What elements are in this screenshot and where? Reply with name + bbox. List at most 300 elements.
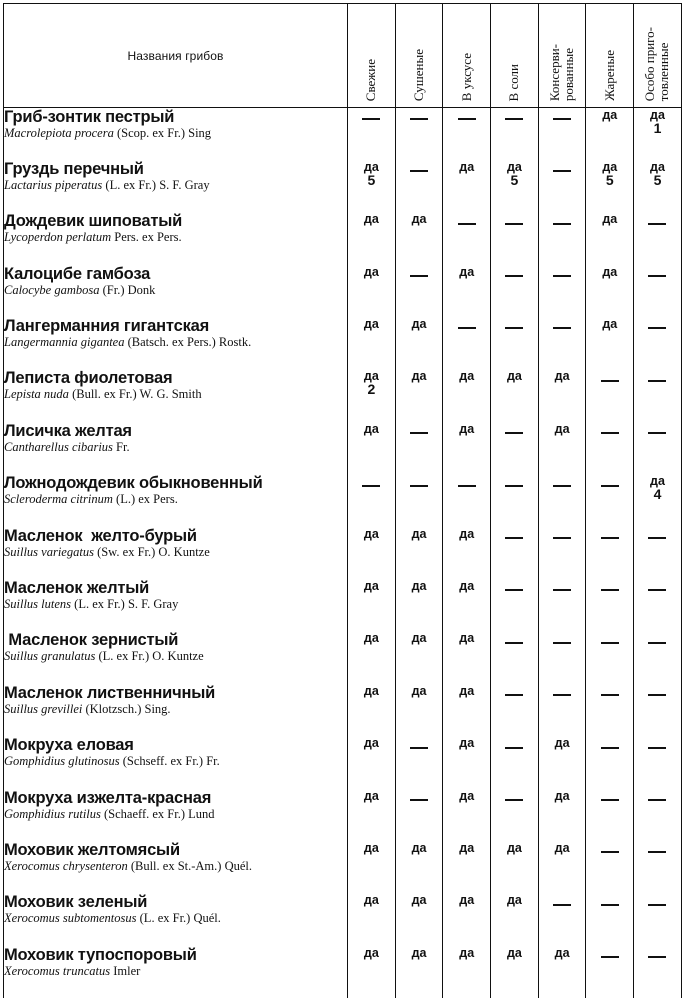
value-text: да xyxy=(411,317,427,332)
latin-name xyxy=(4,807,347,822)
dash-mark xyxy=(505,118,523,120)
dash-mark xyxy=(648,851,666,853)
value-cell xyxy=(443,160,491,212)
footnote-number: 5 xyxy=(367,171,376,188)
dash-mark xyxy=(553,275,571,277)
value-text: да xyxy=(363,317,379,332)
mushroom-name-cell xyxy=(4,946,348,998)
value-text: да xyxy=(459,526,475,541)
value-text: да xyxy=(602,159,618,174)
value-cell xyxy=(491,893,539,945)
value-text: да xyxy=(650,108,665,122)
value-text: да xyxy=(363,212,379,227)
value-text: да xyxy=(411,840,427,855)
dash-mark xyxy=(458,118,476,120)
header-label: Консерви- рованные xyxy=(547,43,577,101)
header-fried xyxy=(586,4,634,108)
dash-mark xyxy=(601,747,619,749)
mushroom-name-cell xyxy=(4,789,348,841)
dash-mark xyxy=(505,223,523,225)
dash-mark xyxy=(648,432,666,434)
dash-mark xyxy=(648,956,666,958)
latin-authority: (Bull. ex Fr.) W. G. Smith xyxy=(68,387,202,402)
russian-name: Мокруха изжелта-красная xyxy=(4,788,212,807)
value-text: да xyxy=(363,631,379,646)
value-text: да xyxy=(506,369,522,384)
value-cell xyxy=(491,108,539,160)
value-text: да xyxy=(459,631,475,646)
value-cell xyxy=(395,369,443,421)
latin-binomial: Gomphidius rutilus xyxy=(4,806,101,821)
value-cell xyxy=(491,631,539,683)
dash-mark xyxy=(458,485,476,487)
value-text: да xyxy=(363,840,379,855)
value-cell xyxy=(395,422,443,474)
value-cell xyxy=(395,736,443,788)
russian-name: Гриб-зонтик пестрый xyxy=(4,108,175,126)
latin-name xyxy=(4,126,347,141)
value-text: да xyxy=(363,264,379,279)
value-cell xyxy=(491,684,539,736)
value-text: да xyxy=(459,579,475,594)
latin-binomial: Lycoperdon perlatum xyxy=(4,230,112,245)
value-cell xyxy=(538,736,586,788)
russian-name: Лисичка желтая xyxy=(4,421,132,440)
latin-binomial: Suillus grevillei xyxy=(4,701,83,716)
value-cell xyxy=(538,946,586,998)
table-row xyxy=(4,579,682,631)
dash-mark xyxy=(601,537,619,539)
value-text: да xyxy=(363,579,379,594)
value-text: да xyxy=(459,893,475,908)
mushroom-name-cell xyxy=(4,527,348,579)
dash-mark xyxy=(648,380,666,382)
value-cell xyxy=(538,684,586,736)
value-cell xyxy=(443,108,491,160)
latin-binomial: Calocybe gambosa xyxy=(4,282,100,297)
mushroom-name-cell xyxy=(4,265,348,317)
latin-binomial: Suillus granulatus xyxy=(4,649,96,664)
value-cell xyxy=(586,789,634,841)
footnote-number: 1 xyxy=(653,120,662,136)
header-salted xyxy=(491,4,539,108)
value-cell xyxy=(348,736,396,788)
dash-mark xyxy=(648,694,666,696)
dash-mark xyxy=(410,170,428,172)
latin-authority: Fr. xyxy=(112,439,130,454)
value-cell xyxy=(634,527,682,579)
table-row xyxy=(4,108,682,160)
latin-authority: (Scop. ex Fr.) Sing xyxy=(113,126,212,140)
value-cell xyxy=(348,265,396,317)
latin-authority: (Fr.) Donk xyxy=(99,282,156,297)
mushroom-name-cell xyxy=(4,474,348,526)
dash-mark xyxy=(410,747,428,749)
value-cell xyxy=(443,369,491,421)
russian-name: Ложнодождевик обыкновенный xyxy=(4,474,263,493)
russian-name: Груздь перечный xyxy=(4,159,144,178)
value-cell xyxy=(491,160,539,212)
value-text: да xyxy=(363,736,379,751)
value-cell xyxy=(348,474,396,526)
latin-authority: Pers. ex Pers. xyxy=(111,230,182,245)
table-row xyxy=(4,212,682,264)
table-body xyxy=(4,108,682,999)
value-cell xyxy=(443,474,491,526)
value-cell xyxy=(538,108,586,160)
table-row xyxy=(4,841,682,893)
mushroom-name-cell xyxy=(4,631,348,683)
value-text: да xyxy=(459,788,475,803)
value-cell xyxy=(491,527,539,579)
value-cell xyxy=(395,789,443,841)
latin-name xyxy=(4,283,347,298)
value-cell xyxy=(634,317,682,369)
latin-binomial: Lepista nuda xyxy=(4,387,69,402)
value-text: да xyxy=(363,893,379,908)
dash-mark xyxy=(553,327,571,329)
header-name: Названия грибов xyxy=(4,4,348,108)
value-text: да xyxy=(554,421,570,436)
table-row xyxy=(4,736,682,788)
dash-mark xyxy=(648,589,666,591)
dash-mark xyxy=(553,904,571,906)
header-canned xyxy=(538,4,586,108)
dash-mark xyxy=(648,799,666,801)
value-cell xyxy=(634,108,682,160)
value-cell xyxy=(395,265,443,317)
dash-mark xyxy=(601,799,619,801)
mushroom-name-cell xyxy=(4,736,348,788)
dash-mark xyxy=(505,327,523,329)
value-cell xyxy=(443,265,491,317)
value-text: да xyxy=(506,159,522,174)
value-cell xyxy=(586,422,634,474)
value-text: да xyxy=(363,683,379,698)
value-text: да xyxy=(459,264,475,279)
latin-authority: (L. ex Fr.) S. F. Gray xyxy=(102,177,210,192)
table-row xyxy=(4,631,682,683)
value-cell xyxy=(443,579,491,631)
russian-name: Масленок лиственничный xyxy=(4,683,216,702)
latin-binomial: Gomphidius glutinosus xyxy=(4,754,120,769)
dash-mark xyxy=(362,485,380,487)
value-text: да xyxy=(363,788,379,803)
dash-mark xyxy=(505,589,523,591)
latin-authority: (L. ex Fr.) S. F. Gray xyxy=(71,597,179,612)
latin-name xyxy=(4,387,347,402)
dash-mark xyxy=(505,275,523,277)
value-cell xyxy=(395,108,443,160)
dash-mark xyxy=(505,485,523,487)
value-text: да xyxy=(411,631,427,646)
dash-mark xyxy=(553,694,571,696)
latin-binomial: Xerocomus chrysenteron xyxy=(4,858,128,873)
value-cell xyxy=(586,317,634,369)
value-cell xyxy=(348,789,396,841)
latin-binomial: Xerocomus subtomentosus xyxy=(4,911,137,926)
dash-mark xyxy=(601,851,619,853)
latin-binomial: Macrolepiota procera xyxy=(4,126,114,140)
value-text: да xyxy=(411,945,427,960)
value-cell xyxy=(538,317,586,369)
header-label: Жареные xyxy=(601,50,617,101)
russian-name: Калоцибе гамбоза xyxy=(4,264,151,283)
dash-mark xyxy=(648,642,666,644)
russian-name: Дождевик шиповатый xyxy=(4,212,183,231)
value-cell xyxy=(491,317,539,369)
latin-name xyxy=(4,597,347,612)
value-cell xyxy=(538,527,586,579)
value-cell xyxy=(491,422,539,474)
header-special xyxy=(634,4,682,108)
dash-mark xyxy=(505,694,523,696)
russian-name: Масленок желтый xyxy=(4,579,150,598)
value-cell xyxy=(634,422,682,474)
value-cell xyxy=(538,631,586,683)
mushroom-name-cell xyxy=(4,108,348,160)
latin-name xyxy=(4,335,347,350)
dash-mark xyxy=(553,642,571,644)
latin-authority: (Klotzsch.) Sing. xyxy=(82,701,171,716)
value-cell xyxy=(395,631,443,683)
dash-mark xyxy=(553,485,571,487)
value-cell xyxy=(538,212,586,264)
dash-mark xyxy=(410,799,428,801)
value-cell xyxy=(586,474,634,526)
value-cell xyxy=(586,527,634,579)
value-cell xyxy=(443,317,491,369)
dash-mark xyxy=(648,537,666,539)
dash-mark xyxy=(410,275,428,277)
latin-binomial: Cantharellus cibarius xyxy=(4,439,113,454)
latin-authority: (Schaeff. ex Fr.) Lund xyxy=(100,806,215,821)
russian-name: Моховик тупоспоровый xyxy=(4,945,197,964)
value-text: да xyxy=(411,579,427,594)
value-cell xyxy=(348,108,396,160)
value-cell xyxy=(634,212,682,264)
table-row xyxy=(4,946,682,998)
table-row xyxy=(4,893,682,945)
value-cell xyxy=(443,789,491,841)
header-fresh xyxy=(348,4,396,108)
mushroom-name-cell xyxy=(4,841,348,893)
value-cell xyxy=(395,527,443,579)
value-text: да xyxy=(459,369,475,384)
value-cell xyxy=(348,893,396,945)
value-cell xyxy=(538,893,586,945)
latin-binomial: Lactarius piperatus xyxy=(4,177,103,192)
table-row xyxy=(4,369,682,421)
value-text: да xyxy=(459,421,475,436)
value-text: да xyxy=(363,369,379,384)
value-cell xyxy=(443,212,491,264)
value-cell xyxy=(586,841,634,893)
value-cell xyxy=(443,527,491,579)
value-cell xyxy=(348,841,396,893)
value-text: да xyxy=(459,683,475,698)
latin-name xyxy=(4,178,347,193)
value-cell xyxy=(491,265,539,317)
value-cell xyxy=(348,527,396,579)
value-cell xyxy=(443,841,491,893)
value-cell xyxy=(348,369,396,421)
value-cell xyxy=(538,265,586,317)
mushroom-name-cell xyxy=(4,422,348,474)
dash-mark xyxy=(601,589,619,591)
value-cell xyxy=(586,212,634,264)
latin-authority: (L. ex Fr.) Quél. xyxy=(136,911,221,926)
value-cell xyxy=(491,579,539,631)
value-cell xyxy=(634,474,682,526)
value-cell xyxy=(491,212,539,264)
mushroom-name-cell xyxy=(4,160,348,212)
russian-name: Леписта фиолетовая xyxy=(4,369,173,388)
latin-authority: (L. ex Fr.) O. Kuntze xyxy=(95,649,204,664)
value-cell xyxy=(443,631,491,683)
value-cell xyxy=(395,474,443,526)
value-text: да xyxy=(554,736,570,751)
header-label: В уксусе xyxy=(458,52,474,101)
value-text: да xyxy=(506,840,522,855)
value-cell xyxy=(443,893,491,945)
value-cell xyxy=(348,160,396,212)
russian-name: Моховик желтомясый xyxy=(4,840,180,859)
value-text: да xyxy=(602,212,618,227)
value-cell xyxy=(395,579,443,631)
footnote-number: 5 xyxy=(653,171,662,188)
value-text: да xyxy=(363,945,379,960)
dash-mark xyxy=(648,223,666,225)
latin-name xyxy=(4,859,347,874)
header-vinegar xyxy=(443,4,491,108)
russian-name: Масленок желто-бурый xyxy=(4,526,197,545)
value-cell xyxy=(634,265,682,317)
value-cell xyxy=(491,369,539,421)
value-cell xyxy=(634,684,682,736)
latin-binomial: Scleroderma citrinum xyxy=(4,492,113,507)
value-cell xyxy=(634,736,682,788)
latin-binomial: Langermannia gigantea xyxy=(4,335,125,350)
value-cell xyxy=(491,789,539,841)
dash-mark xyxy=(601,432,619,434)
header-label: Сушеные xyxy=(411,48,427,101)
latin-authority: Imler xyxy=(110,963,141,978)
dash-mark xyxy=(601,956,619,958)
footnote-number: 5 xyxy=(510,171,519,188)
dash-mark xyxy=(458,327,476,329)
value-cell xyxy=(395,841,443,893)
table-row xyxy=(4,684,682,736)
dash-mark xyxy=(648,275,666,277)
russian-name: Масленок зернистый xyxy=(4,631,179,650)
value-cell xyxy=(634,579,682,631)
value-cell xyxy=(491,841,539,893)
dash-mark xyxy=(410,118,428,120)
dash-mark xyxy=(505,432,523,434)
value-text: да xyxy=(554,945,570,960)
value-cell xyxy=(491,736,539,788)
value-text: да xyxy=(363,159,379,174)
table-row xyxy=(4,265,682,317)
value-cell xyxy=(586,893,634,945)
table-row xyxy=(4,160,682,212)
value-text: да xyxy=(602,264,618,279)
mushroom-name-cell xyxy=(4,684,348,736)
value-cell xyxy=(586,684,634,736)
value-cell xyxy=(538,474,586,526)
value-text: да xyxy=(459,945,475,960)
value-cell xyxy=(443,946,491,998)
latin-name xyxy=(4,230,347,245)
table-row xyxy=(4,317,682,369)
value-text: да xyxy=(554,788,570,803)
value-cell xyxy=(348,317,396,369)
table-row xyxy=(4,527,682,579)
value-cell xyxy=(395,212,443,264)
value-text: да xyxy=(363,421,379,436)
value-cell xyxy=(538,369,586,421)
dash-mark xyxy=(601,694,619,696)
header-label: Свежие xyxy=(363,58,379,101)
value-cell xyxy=(443,684,491,736)
value-cell xyxy=(491,946,539,998)
dash-mark xyxy=(362,118,380,120)
value-cell xyxy=(586,631,634,683)
value-cell xyxy=(395,684,443,736)
latin-name xyxy=(4,754,347,769)
value-cell xyxy=(634,789,682,841)
dash-mark xyxy=(648,747,666,749)
value-cell xyxy=(443,422,491,474)
latin-binomial: Suillus variegatus xyxy=(4,544,94,559)
russian-name: Моховик зеленый xyxy=(4,893,148,912)
value-cell xyxy=(586,265,634,317)
value-cell xyxy=(538,579,586,631)
value-text: да xyxy=(602,108,618,122)
value-text: да xyxy=(459,736,475,751)
dash-mark xyxy=(553,223,571,225)
latin-name xyxy=(4,492,347,507)
latin-name xyxy=(4,649,347,664)
dash-mark xyxy=(648,904,666,906)
latin-authority: (Schseff. ex Fr.) Fr. xyxy=(119,754,220,769)
value-cell xyxy=(586,108,634,160)
dash-mark xyxy=(505,747,523,749)
value-cell xyxy=(348,631,396,683)
latin-authority: (Batsch. ex Pers.) Rostk. xyxy=(124,335,252,350)
value-cell xyxy=(395,893,443,945)
dash-mark xyxy=(601,380,619,382)
value-text: да xyxy=(650,159,665,174)
dash-mark xyxy=(505,799,523,801)
value-text: да xyxy=(459,159,475,174)
dash-mark xyxy=(601,904,619,906)
mushroom-name-cell xyxy=(4,369,348,421)
value-text: да xyxy=(650,474,665,489)
value-text: да xyxy=(411,369,427,384)
russian-name: Лангерманния гигантская xyxy=(4,317,210,336)
value-cell xyxy=(586,736,634,788)
mushroom-name-cell xyxy=(4,212,348,264)
value-cell xyxy=(586,946,634,998)
dash-mark xyxy=(553,589,571,591)
value-text: да xyxy=(411,683,427,698)
dash-mark xyxy=(458,223,476,225)
latin-name xyxy=(4,702,347,717)
value-cell xyxy=(586,369,634,421)
dash-mark xyxy=(648,327,666,329)
